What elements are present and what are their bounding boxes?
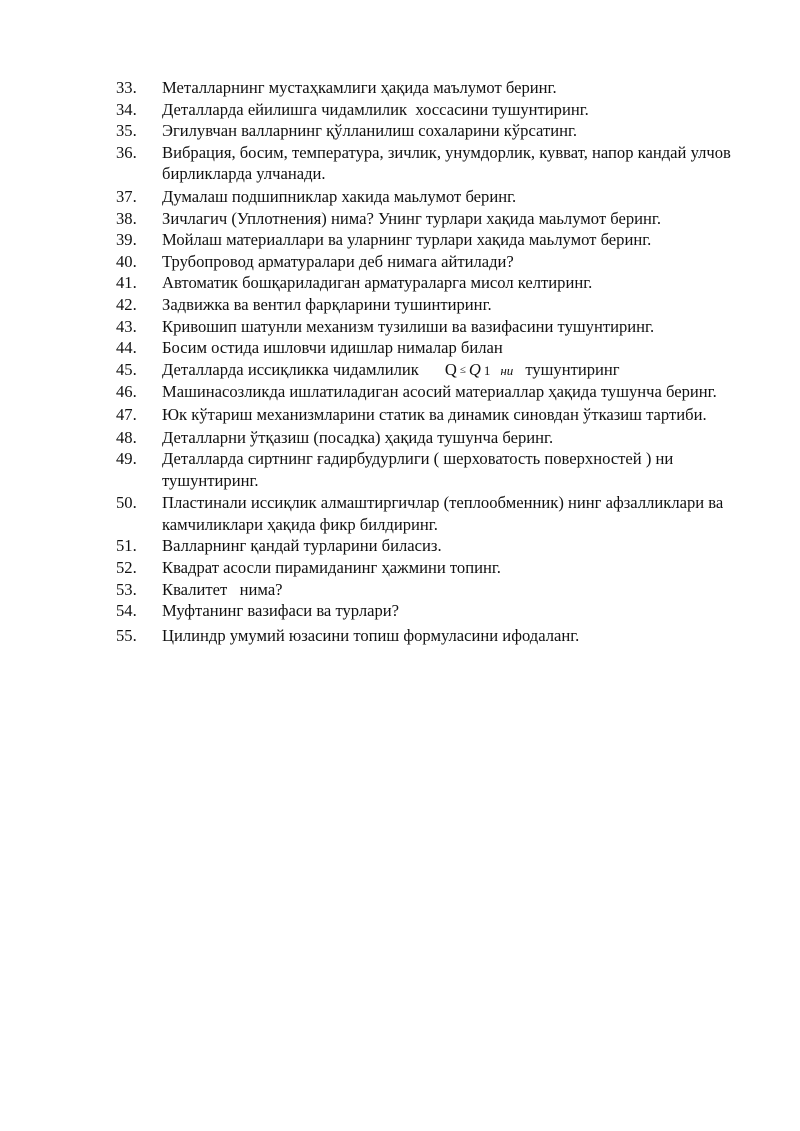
question-text-before: Деталларда иссиқликка чидамлилик	[162, 359, 419, 379]
question-item	[116, 316, 746, 338]
question-item	[116, 492, 746, 535]
question-text: Деталларда ейилишга чидамлилик хоссасини тушунтиринг.	[162, 99, 589, 119]
question-number: 52.	[116, 558, 137, 578]
question-item	[116, 251, 746, 273]
question-item	[116, 142, 746, 185]
question-number: 43.	[116, 316, 137, 336]
question-text: Муфтанинг вазифаси ва турлари?	[162, 601, 400, 621]
formula-ni: ни	[500, 362, 514, 378]
question-number: 34.	[116, 99, 137, 119]
question-item	[116, 337, 746, 359]
question-number: 46.	[116, 382, 137, 402]
question-item	[116, 99, 746, 121]
question-number: 47.	[116, 404, 137, 424]
question-number: 51.	[116, 536, 137, 556]
question-item	[116, 579, 746, 601]
question-text: Мойлаш материаллари ва уларнинг турлари хақида маьлумот беринг.	[162, 230, 652, 250]
formula-leq-sign: ≤	[459, 363, 466, 376]
question-text: Юк кўтариш механизмларини статик ва динамик синовдан ўтказиш тартиби.	[162, 404, 707, 424]
question-number: 48.	[116, 427, 137, 447]
question-text: Машинасозликда ишлатиладиган асосий материаллар ҳақида тушунча беринг.	[162, 382, 717, 402]
question-number: 42.	[116, 294, 137, 314]
question-number: 40.	[116, 251, 137, 271]
question-item	[116, 625, 746, 647]
question-number: 36.	[116, 142, 137, 162]
question-text: Деталларни ўтқазиш (посадка) ҳақида тушунча беринг.	[162, 427, 554, 447]
question-item	[116, 404, 746, 426]
question-number: 55.	[116, 625, 137, 645]
question-list	[116, 77, 746, 646]
question-item	[116, 557, 746, 579]
question-number: 53.	[116, 579, 137, 599]
question-text: Металларнинг мустаҳкамлиги ҳақида маълумот беринг.	[162, 78, 557, 97]
question-text: Пластинали иссиқлик алмаштиргичлар (теплообменник) нинг афзалликлари ва камчиликлари ҳақида фикр билдиринг.	[162, 493, 728, 534]
question-item	[116, 77, 746, 99]
question-text: Деталларда сиртнинг ғадирбудурлиги ( шерховатость поверхностей ) ни тушунтиринг.	[162, 449, 678, 490]
question-text: Цилиндр умумий юзасини топиш формуласини ифодаланг.	[162, 625, 580, 645]
question-text: Думалаш подшипниклар хакида маьлумот беринг.	[162, 186, 517, 206]
question-number: 49.	[116, 449, 137, 469]
heat-resistance-formula	[445, 359, 513, 382]
question-number: 33.	[116, 78, 137, 97]
question-item	[116, 448, 746, 491]
question-number: 41.	[116, 273, 137, 293]
question-item	[116, 272, 746, 294]
question-item	[116, 120, 746, 142]
question-number: 39.	[116, 230, 137, 250]
question-text: Задвижка ва вентил фарқларини тушинтиринг.	[162, 294, 492, 314]
question-text: Валларнинг қандай турларини биласиз.	[162, 536, 442, 556]
question-number: 45.	[116, 359, 137, 379]
formula-q1: Q	[468, 359, 481, 379]
question-number: 35.	[116, 121, 137, 141]
question-item	[116, 359, 746, 382]
question-text: Квадрат асосли пирамиданинг ҳажмини топинг.	[162, 558, 501, 578]
question-number: 38.	[116, 208, 137, 228]
question-item	[116, 381, 746, 403]
question-number: 50.	[116, 493, 137, 513]
question-item	[116, 427, 746, 449]
question-text-after: тушунтиринг	[525, 359, 620, 379]
question-item	[116, 600, 746, 622]
question-text: Кривошип шатунли механизм тузилиши ва вазифасини тушунтиринг.	[162, 316, 655, 336]
question-text: Босим остида ишловчи идишлар нималар билан	[162, 338, 503, 358]
question-text: Трубопровод арматуралари деб нимага айтилади?	[162, 251, 514, 271]
question-number: 37.	[116, 186, 137, 206]
question-text: Эгилувчан валларнинг қўлланилиш сохаларини кўрсатинг.	[162, 121, 578, 141]
question-text: Вибрация, босим, температура, зичлик, унумдорлик, кувват, напор кандай улчов бирликларда улчанади.	[162, 142, 736, 184]
question-number: 54.	[116, 601, 137, 621]
question-text: Квалитет нима?	[162, 579, 283, 599]
question-item	[116, 294, 746, 316]
question-item	[116, 208, 746, 230]
question-item	[116, 186, 746, 208]
question-text: Зичлагич (Уплотнения) нима? Унинг турлари хақида маьлумот беринг.	[162, 208, 662, 228]
formula-q: Q	[444, 359, 457, 379]
question-text: Автоматик бошқариладиган арматураларга мисол келтиринг.	[162, 273, 593, 293]
formula-subscript-one: 1	[483, 362, 491, 378]
question-text-with-formula	[162, 359, 746, 382]
question-item	[116, 229, 746, 251]
question-number: 44.	[116, 338, 137, 358]
question-item	[116, 535, 746, 557]
